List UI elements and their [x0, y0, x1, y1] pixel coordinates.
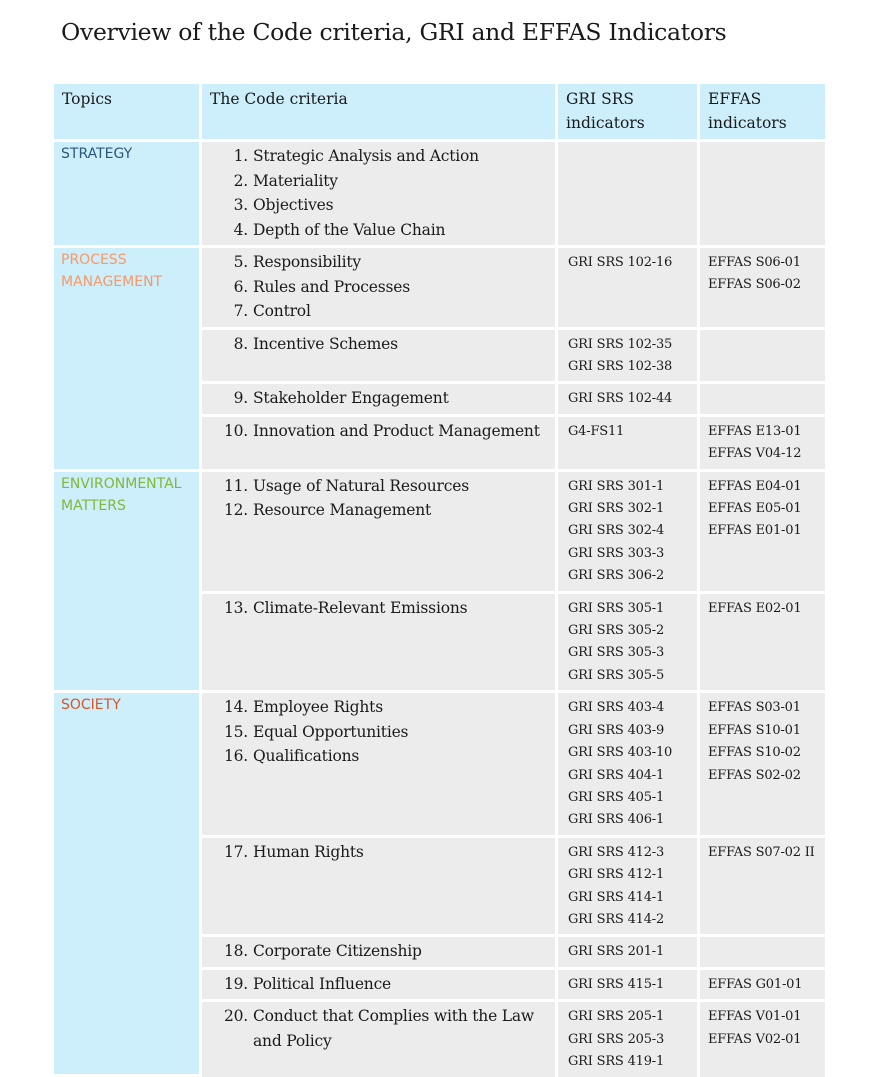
criteria-table [54, 84, 825, 1077]
gri-cell [558, 937, 700, 970]
effas-cell [700, 417, 825, 472]
gri-indicator: GRI SRS 412-1 [568, 867, 665, 883]
criteria-item [202, 498, 551, 523]
criteria-cell [202, 330, 558, 385]
gri-indicator: GRI SRS 102-38 [568, 358, 673, 374]
criteria-item [202, 596, 551, 621]
criteria-item [202, 419, 551, 444]
criteria-number: 1. [233, 147, 248, 165]
criteria-text: Control [253, 302, 311, 320]
criteria-number: 14. [223, 698, 248, 717]
criteria-number: 20. [223, 1007, 248, 1026]
gri-indicator: GRI SRS 306-2 [568, 568, 665, 584]
criteria-text: Corporate Citizenship [253, 942, 422, 961]
effas-indicator: EFFAS V02-01 [708, 1031, 802, 1047]
criteria-cell [202, 472, 558, 594]
criteria-text: Conduct that Complies with the Law and Policy [253, 1007, 534, 1050]
criteria-cell [202, 417, 558, 472]
table-row [54, 693, 825, 837]
effas-cell [700, 838, 825, 938]
criteria-item [202, 939, 551, 964]
gri-indicator: GRI SRS 205-3 [568, 1031, 665, 1047]
topic-environmental-matters: ENVIRONMENTAL MATTERS [54, 472, 202, 694]
criteria-number: 13. [223, 598, 248, 617]
gri-cell [558, 142, 700, 248]
effas-indicator: EFFAS E01-01 [708, 523, 802, 539]
criteria-cell [202, 248, 558, 330]
gri-indicator: GRI SRS 414-2 [568, 911, 665, 927]
criteria-text: Incentive Schemes [253, 334, 398, 353]
table-body [54, 142, 825, 1077]
gri-indicator: GRI SRS 302-1 [568, 501, 665, 517]
criteria-number: 10. [223, 421, 248, 440]
effas-indicator: EFFAS S10-01 [708, 722, 801, 738]
gri-indicator: GRI SRS 305-2 [568, 623, 665, 639]
effas-indicator: EFFAS V04-12 [708, 446, 802, 462]
criteria-text: Rules and Processes [253, 277, 410, 296]
criteria-text: Objectives [253, 196, 334, 214]
gri-cell [558, 472, 700, 594]
page-title: Overview of the Code criteria, GRI and EFFAS Indicators [61, 18, 727, 46]
criteria-text: Qualifications [253, 747, 360, 766]
effas-cell [700, 937, 825, 970]
header-effas: EFFAS indicators [700, 84, 825, 142]
effas-indicator: EFFAS E04-01 [708, 478, 802, 494]
effas-indicator: EFFAS S06-01 [708, 255, 801, 270]
criteria-number: 16. [223, 747, 248, 766]
gri-indicator: GRI SRS 404-1 [568, 767, 665, 783]
criteria-text: Materiality [253, 171, 338, 190]
criteria-text: Stakeholder Engagement [253, 389, 449, 408]
gri-indicator: GRI SRS 403-4 [568, 700, 665, 716]
criteria-item [202, 840, 551, 865]
criteria-number: 2. [233, 171, 248, 190]
criteria-item [202, 1004, 551, 1053]
effas-indicator: EFFAS V01-01 [708, 1009, 802, 1025]
criteria-item [202, 744, 551, 769]
gri-indicator: GRI SRS 305-5 [568, 667, 665, 683]
gri-cell [558, 693, 700, 837]
gri-indicator: GRI SRS 205-1 [568, 1009, 665, 1025]
gri-indicator: GRI SRS 415-1 [568, 976, 665, 992]
criteria-text: Political Influence [253, 974, 392, 993]
gri-indicator: G4-FS11 [568, 423, 625, 439]
effas-cell [700, 970, 825, 1003]
criteria-item [202, 299, 551, 324]
criteria-item [202, 275, 551, 300]
criteria-item [202, 972, 551, 997]
criteria-cell [202, 594, 558, 694]
criteria-item [202, 193, 551, 218]
criteria-number: 18. [223, 942, 248, 961]
gri-cell [558, 248, 700, 330]
gri-cell [558, 970, 700, 1003]
criteria-text: Employee Rights [253, 698, 383, 717]
criteria-cell [202, 970, 558, 1003]
header-criteria: The Code criteria [202, 84, 558, 142]
effas-indicator: EFFAS S03-01 [708, 700, 801, 716]
criteria-item [202, 169, 551, 194]
gri-indicator: GRI SRS 201-1 [568, 944, 665, 960]
gri-indicator: GRI SRS 412-3 [568, 844, 665, 860]
criteria-item [202, 332, 551, 357]
criteria-cell [202, 384, 558, 417]
criteria-text: Strategic Analysis and Action [253, 147, 479, 165]
effas-indicator: EFFAS S10-02 [708, 745, 801, 761]
criteria-cell [202, 937, 558, 970]
topic-society: SOCIETY [54, 693, 202, 1076]
criteria-item [202, 144, 551, 169]
criteria-cell [202, 693, 558, 837]
criteria-text: Responsibility [253, 253, 361, 271]
effas-indicator: EFFAS G01-01 [708, 976, 803, 992]
gri-indicator: GRI SRS 301-1 [568, 478, 665, 494]
criteria-number: 6. [233, 277, 248, 296]
effas-cell [700, 693, 825, 837]
criteria-number: 19. [223, 974, 248, 993]
gri-cell [558, 594, 700, 694]
effas-cell [700, 248, 825, 330]
criteria-text: Human Rights [253, 842, 364, 861]
criteria-text: Usage of Natural Resources [253, 476, 469, 495]
criteria-number: 11. [223, 476, 248, 495]
header-gri: GRI SRS indicators [558, 84, 700, 142]
gri-indicator: GRI SRS 403-10 [568, 745, 673, 761]
gri-indicator: GRI SRS 102-35 [568, 336, 673, 352]
criteria-number: 3. [233, 196, 248, 214]
gri-indicator: GRI SRS 405-1 [568, 789, 665, 805]
gri-cell [558, 1002, 700, 1076]
criteria-text: Resource Management [253, 501, 432, 520]
criteria-item [202, 474, 551, 499]
effas-cell [700, 142, 825, 248]
criteria-item [202, 386, 551, 411]
effas-indicator: EFFAS E02-01 [708, 600, 802, 616]
gri-indicator: GRI SRS 414-1 [568, 889, 665, 905]
header-topics: Topics [54, 84, 202, 142]
effas-cell [700, 594, 825, 694]
gri-indicator: GRI SRS 303-3 [568, 545, 665, 561]
criteria-number: 12. [223, 501, 248, 520]
criteria-number: 7. [233, 302, 248, 320]
gri-cell [558, 838, 700, 938]
criteria-cell [202, 142, 558, 248]
criteria-text: Equal Opportunities [253, 722, 409, 741]
criteria-number: 9. [233, 389, 248, 408]
gri-indicator: GRI SRS 302-4 [568, 523, 665, 539]
criteria-number: 17. [223, 842, 248, 861]
criteria-cell [202, 838, 558, 938]
criteria-text: Climate-Relevant Emissions [253, 598, 468, 617]
criteria-number: 8. [233, 334, 248, 353]
topic-strategy: STRATEGY [54, 142, 202, 248]
effas-cell [700, 1002, 825, 1076]
criteria-number: 4. [233, 220, 248, 239]
topic-process-management: PROCESS MANAGEMENT [54, 248, 202, 472]
criteria-item [202, 250, 551, 275]
gri-cell [558, 330, 700, 385]
effas-cell [700, 330, 825, 385]
criteria-item [202, 695, 551, 720]
effas-indicator: EFFAS S06-02 [708, 277, 801, 293]
criteria-text: Innovation and Product Management [253, 421, 540, 440]
effas-cell [700, 384, 825, 417]
effas-indicator: EFFAS E05-01 [708, 501, 802, 517]
criteria-number: 15. [223, 722, 248, 741]
criteria-number: 5. [233, 253, 248, 271]
gri-indicator: GRI SRS 102-44 [568, 391, 673, 407]
gri-indicator: GRI SRS 305-1 [568, 600, 665, 616]
table-row [54, 472, 825, 594]
gri-indicator: GRI SRS 419-1 [568, 1054, 665, 1070]
criteria-item [202, 218, 551, 243]
effas-cell [700, 472, 825, 594]
criteria-text: Depth of the Value Chain [253, 220, 446, 239]
effas-indicator: EFFAS S02-02 [708, 767, 801, 783]
effas-indicator: EFFAS S07-02 II [708, 844, 815, 860]
table-row [54, 142, 825, 248]
gri-indicator: GRI SRS 102-16 [568, 255, 673, 270]
criteria-cell [202, 1002, 558, 1076]
table-header-row [54, 84, 825, 142]
gri-indicator: GRI SRS 305-3 [568, 645, 665, 661]
effas-indicator: EFFAS E13-01 [708, 423, 802, 439]
gri-indicator: GRI SRS 406-1 [568, 812, 665, 828]
gri-indicator: GRI SRS 403-9 [568, 722, 665, 738]
gri-cell [558, 417, 700, 472]
gri-cell [558, 384, 700, 417]
criteria-item [202, 720, 551, 745]
table-row [54, 248, 825, 330]
